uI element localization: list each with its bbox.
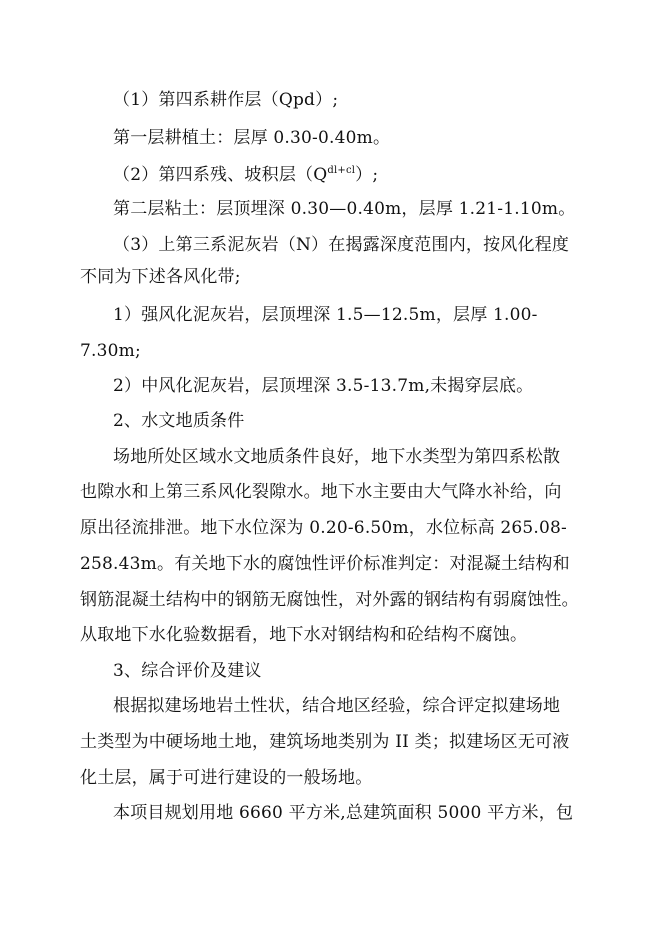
paragraph-line: 原出径流排泄。地下水位深为 0.20-6.50m，水位标高 265.08- — [80, 518, 568, 538]
section-heading: 3、综合评价及建议 — [113, 661, 262, 681]
paragraph-line: 7.30m; — [80, 341, 141, 361]
section-heading: 2、水文地质条件 — [113, 411, 245, 431]
paragraph-line: 钢筋混凝土结构中的钢筋无腐蚀性，对外露的钢结构有弱腐蚀性。 — [80, 590, 579, 610]
paragraph-line-part: ）; — [355, 165, 379, 185]
paragraph-line: 1）强风化泥灰岩，层顶埋深 1.5—12.5m，层厚 1.00- — [113, 305, 538, 325]
paragraph-line: 2）中风化泥灰岩，层顶埋深 3.5-13.7m,未揭穿层底。 — [113, 376, 534, 396]
paragraph-line: 258.43m。有关地下水的腐蚀性评价标准判定：对混凝土结构和 — [80, 554, 570, 574]
paragraph-line: 本项目规划用地 6660 平方米,总建筑面积 5000 平方米，包 — [113, 803, 574, 823]
paragraph-line: 化土层，属于可进行建设的一般场地。 — [80, 768, 373, 788]
paragraph-line: 第一层耕植土：层厚 0.30-0.40m。 — [113, 128, 391, 148]
paragraph-line: 场地所处区域水文地质条件良好，地下水类型为第四系松散 — [113, 447, 561, 467]
superscript-text: dl+cl — [327, 165, 356, 176]
paragraph-line: 也隙水和上第三系风化裂隙水。地下水主要由大气降水补给，向 — [80, 482, 562, 502]
paragraph-line: 第二层粘土：层顶埋深 0.30—0.40m，层厚 1.21-1.10m。 — [113, 199, 576, 219]
paragraph-line: （3）上第三系泥灰岩（N）在揭露深度范围内，按风化程度 — [113, 235, 570, 255]
paragraph-line-part: （2）第四系残、坡积层（Q — [113, 165, 328, 185]
paragraph-line: 不同为下述各风化带; — [80, 267, 241, 287]
paragraph-line: （1）第四系耕作层（Qpd）; — [113, 90, 339, 110]
paragraph-line: 从取地下水化验数据看，地下水对钢结构和砼结构不腐蚀。 — [80, 625, 528, 645]
paragraph-line: 土类型为中硬场地土地，建筑场地类别为 II 类；拟建场区无可液 — [80, 732, 570, 752]
paragraph-line: 根据拟建场地岩土性状，结合地区经验，综合评定拟建场地 — [113, 696, 561, 716]
paragraph-line — [113, 164, 378, 189]
